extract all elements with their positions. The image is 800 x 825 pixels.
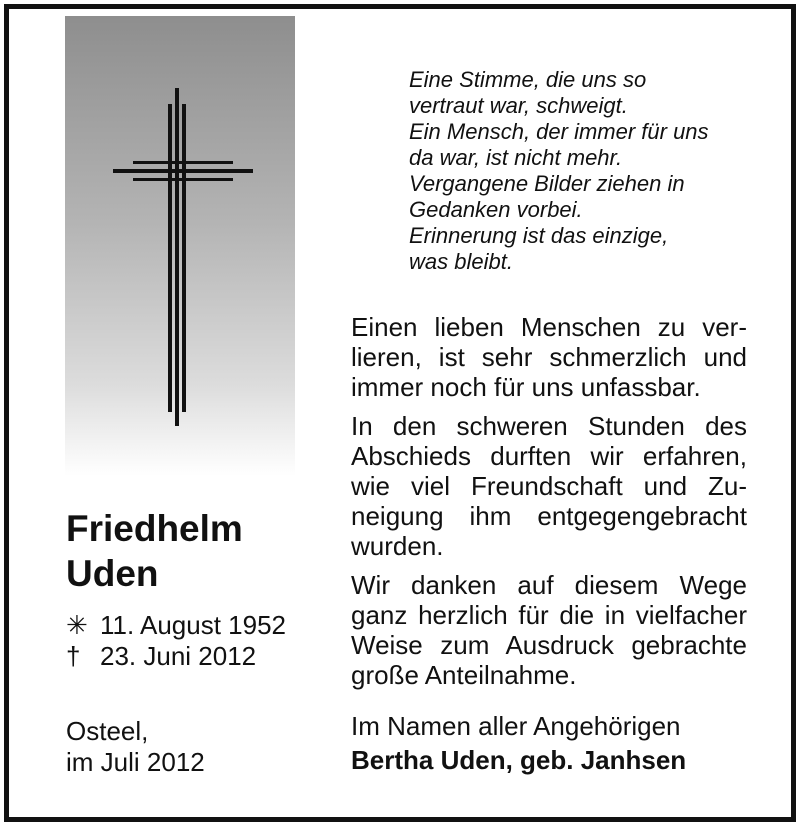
last-name: Uden	[66, 553, 159, 594]
signature-name: Bertha Uden, geb. Janhsen	[351, 745, 687, 775]
place-line: Osteel,	[66, 716, 149, 746]
place-and-date	[66, 716, 326, 778]
poem-line: Eine Stimme, die uns so	[409, 67, 647, 92]
poem-line: Vergangene Bilder ziehen in	[409, 171, 685, 196]
text-line: Abschieds durften wir erfahren,	[351, 441, 747, 471]
signature-block	[351, 709, 771, 777]
birth-date: 11. August 1952	[100, 610, 287, 640]
birth-star-icon: ✳	[66, 610, 88, 640]
text-line: Einen lieben Menschen zu ver-	[351, 312, 747, 342]
death-date: 23. Juni 2012	[100, 641, 257, 671]
signature-intro: Im Namen aller Angehörigen	[351, 711, 681, 741]
poem-line: vertraut war, schweigt.	[409, 93, 628, 118]
text-line: Wir danken auf diesem Wege	[351, 570, 747, 600]
obituary-notice	[4, 4, 796, 822]
paragraph	[351, 411, 747, 561]
gratitude-text	[351, 312, 747, 699]
paragraph	[351, 312, 747, 402]
text-line: Weise zum Ausdruck gebrachte	[351, 630, 747, 660]
text-line: In den schweren Stunden des	[351, 411, 747, 441]
text-line: wie viel Freundschaft und Zu-	[351, 471, 747, 501]
poem-line: was bleibt.	[409, 249, 513, 274]
date-line: im Juli 2012	[66, 747, 205, 777]
death-row	[66, 641, 326, 672]
text-line: lieren, ist sehr schmerzlich und	[351, 342, 747, 372]
poem-line: Gedanken vorbei.	[409, 197, 583, 222]
life-dates	[66, 610, 326, 672]
birth-row	[66, 610, 326, 641]
death-dagger-icon: †	[66, 641, 81, 671]
paragraph	[351, 570, 747, 690]
text-line: ganz herzlich für die in vielfacher	[351, 600, 747, 630]
poem-line: da war, ist nicht mehr.	[409, 145, 623, 170]
poem-line: Erinnerung ist das einzige,	[409, 223, 669, 248]
cross-icon	[113, 76, 253, 426]
text-line: große Anteilnahme.	[351, 660, 577, 690]
text-line: neigung ihm entgegengebracht	[351, 501, 747, 531]
first-name: Friedhelm	[66, 508, 243, 549]
cross-panel	[65, 16, 295, 476]
poem-line: Ein Mensch, der immer für uns	[409, 119, 709, 144]
text-line: wurden.	[351, 531, 444, 561]
memorial-poem	[409, 67, 769, 275]
text-line: immer noch für uns unfassbar.	[351, 372, 701, 402]
deceased-name	[66, 506, 326, 596]
